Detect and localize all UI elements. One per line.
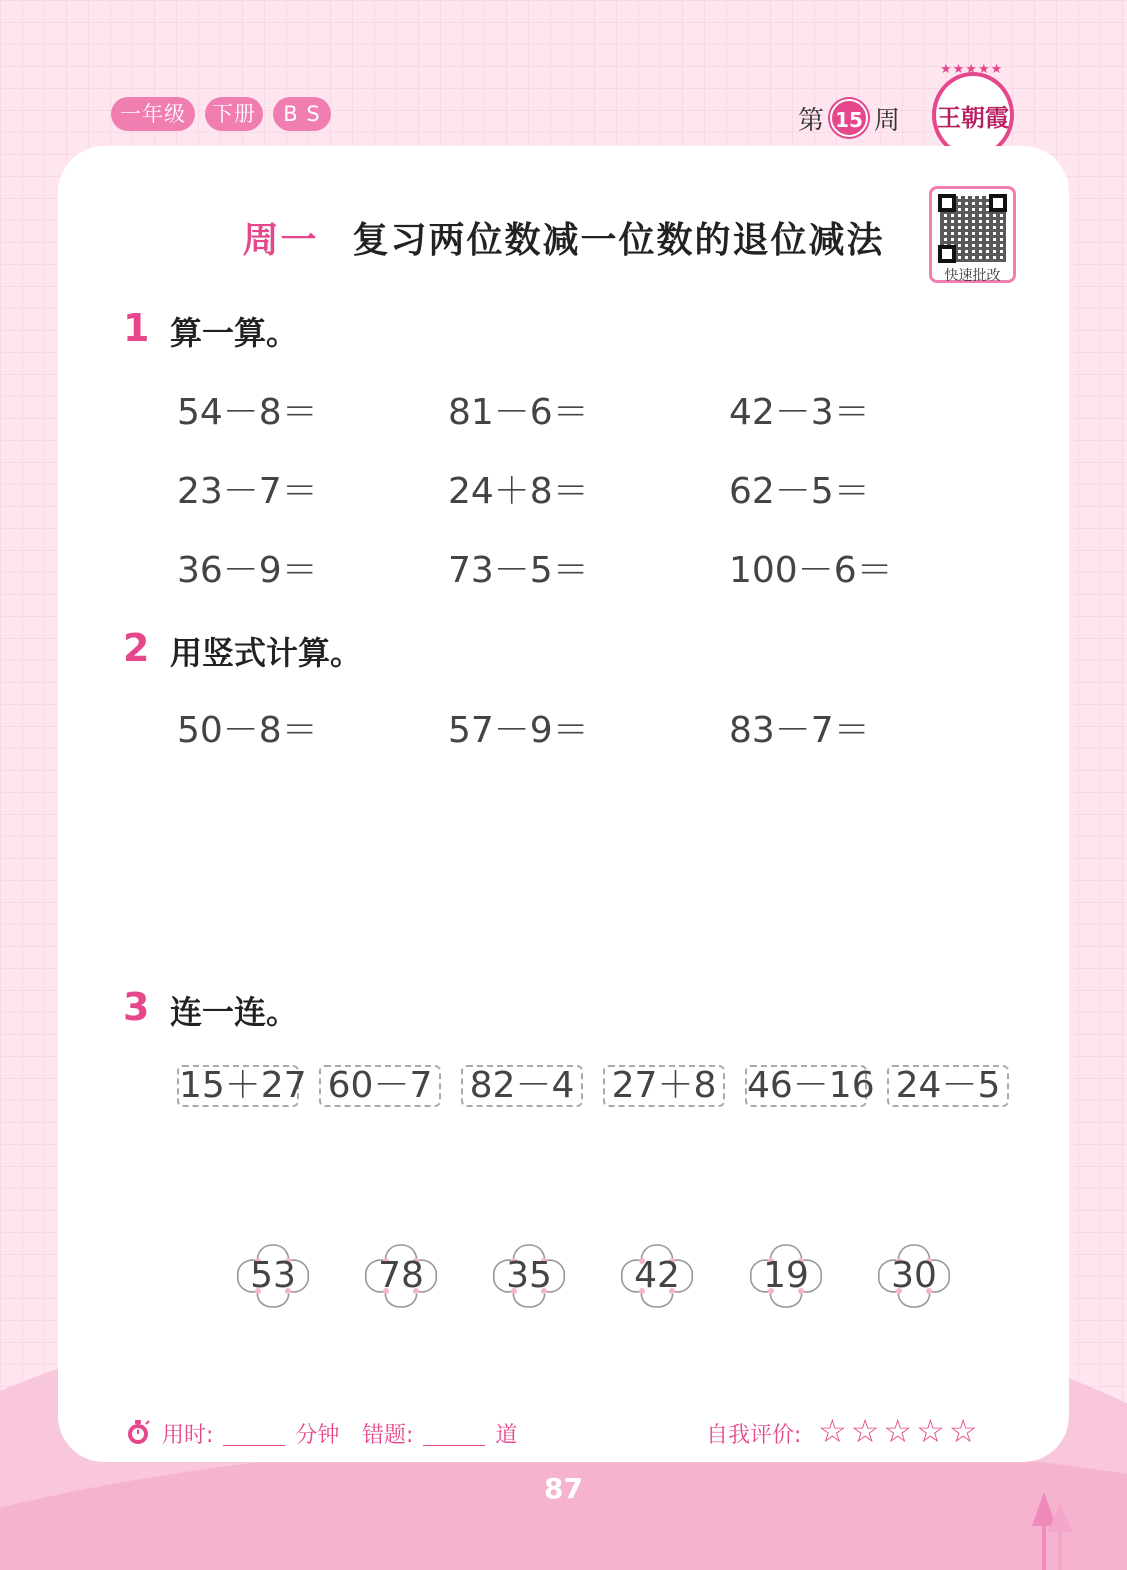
answer-flower[interactable] [362,1241,440,1311]
exercise: 42－3＝ [729,392,870,433]
exercise: 57－9＝ [448,710,589,751]
qr-label: 快速批改 [944,268,1001,284]
page-number: 87 [544,1472,583,1505]
qr-finder [938,194,956,212]
exercise: 73－5＝ [448,550,589,591]
qr-finder [989,194,1007,212]
week-indicator [798,98,900,138]
section-1-number: 1 [123,306,150,350]
answer-flower[interactable] [618,1241,696,1311]
week-suffix: 周 [874,105,901,136]
errors-unit: 道 [495,1423,518,1448]
qr-finder [938,245,956,263]
answer-flower[interactable] [875,1241,953,1311]
brand-logo-text: 王朝霞 [937,102,1009,132]
week-number: 15 [830,99,868,137]
expression-box[interactable]: 15＋27 [179,1065,307,1106]
exercise: 36－9＝ [177,550,318,591]
answer-value: 35 [506,1255,552,1296]
self-eval-label: 自我评价: [706,1423,802,1448]
section-3-number: 3 [123,985,150,1029]
answer-value: 53 [250,1255,296,1296]
exercise: 83－7＝ [729,710,870,751]
volume-pill: 下册 [205,97,263,131]
exercise: 24＋8＝ [448,471,589,512]
time-unit: 分钟 [295,1423,340,1448]
answer-value: 78 [378,1255,424,1296]
expression-box[interactable]: 24－5 [887,1065,1009,1107]
exercise: 54－8＝ [177,392,318,433]
answer-value: 30 [891,1255,937,1296]
stopwatch-icon [124,1418,152,1446]
error-record [362,1418,517,1449]
title-text: 复习两位数减一位数的退位减法 [352,220,885,261]
answer-value: 19 [763,1255,809,1296]
title-day: 周一 [242,220,319,261]
errors-blank[interactable] [423,1424,485,1446]
week-prefix: 第 [798,105,825,136]
exercise: 81－6＝ [448,392,589,433]
answer-flower[interactable] [747,1241,825,1311]
qr-code[interactable] [929,186,1016,283]
self-eval-stars[interactable]: ☆☆☆☆☆ [818,1412,982,1450]
answer-value: 42 [634,1255,680,1296]
exercise: 23－7＝ [177,471,318,512]
errors-label: 错题: [362,1423,414,1448]
expression-box[interactable]: 27＋8 [603,1065,725,1107]
section-3-title: 连一连。 [170,993,299,1031]
expression-box[interactable]: 46－16 [747,1065,875,1106]
exercise: 100－6＝ [729,550,893,591]
exercise: 50－8＝ [177,710,318,751]
expression-box[interactable]: 60－7 [319,1065,441,1107]
answer-flower[interactable] [490,1241,568,1311]
grade-pill: 一年级 [111,97,195,131]
answer-flower[interactable] [234,1241,312,1311]
section-2-number: 2 [123,626,150,670]
expression-box[interactable]: 82－4 [461,1065,583,1107]
time-blank[interactable] [223,1424,285,1446]
section-1-title: 算一算。 [170,314,299,352]
crown-stars-icon: ★★★★★ [940,62,1004,77]
page-header [0,0,1127,150]
arrow-decoration-icon [1030,1492,1074,1570]
time-record [162,1418,339,1449]
exercise: 62－5＝ [729,471,870,512]
time-label: 用时: [162,1423,214,1448]
edition-pill: B S [273,97,331,131]
section-2-title: 用竖式计算。 [170,634,363,672]
